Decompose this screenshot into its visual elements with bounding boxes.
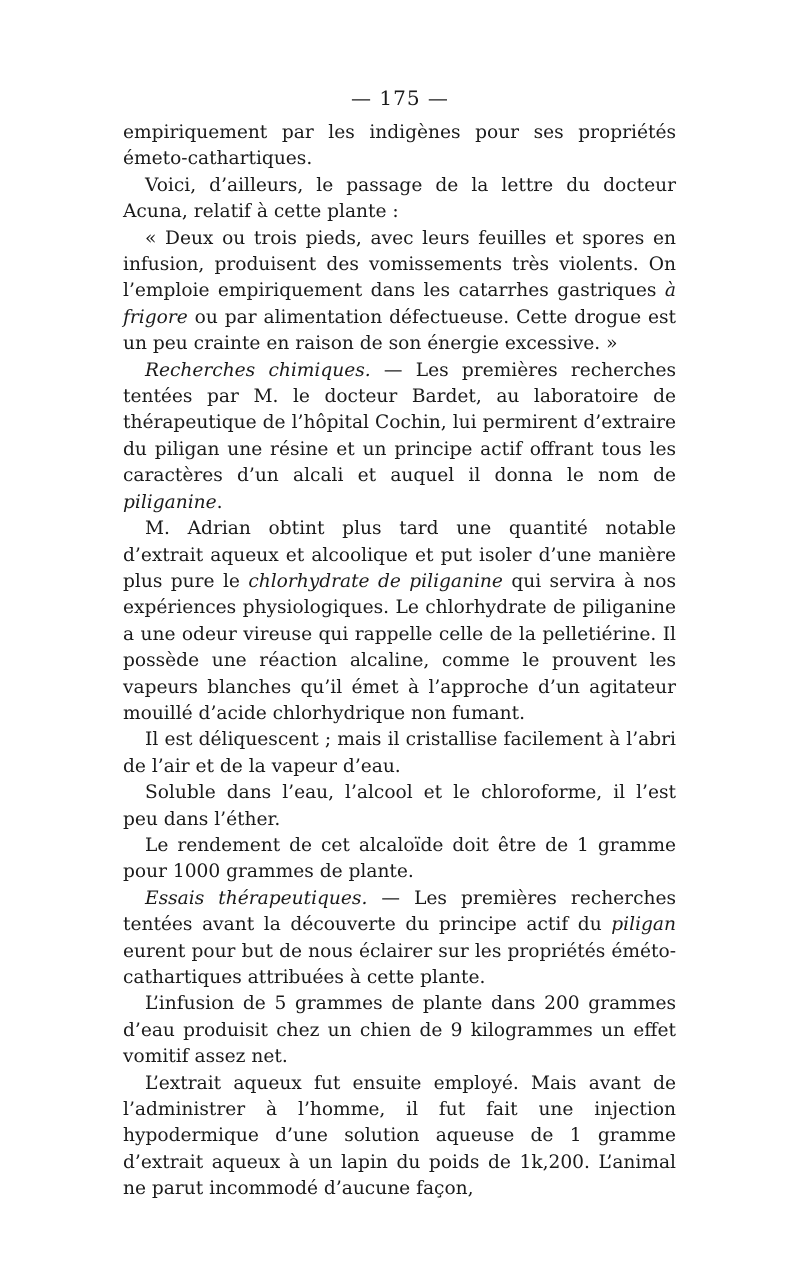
text-run: . bbox=[216, 491, 223, 513]
text-run: L’infusion de 5 grammes de plante dans 200 grammes d’eau produisit chez un chien de 9 kilogrammes un effet vomitif assez net. bbox=[123, 993, 676, 1068]
paragraph bbox=[123, 120, 676, 173]
text-run: Voici, d’ailleurs, le passage de la lettre du docteur Acuna, relatif à cette plante : bbox=[123, 174, 676, 223]
italic-text: chlorhydrate de piliganine bbox=[248, 570, 503, 592]
text-run: L’extrait aqueux fut ensuite employé. Mais avant de l’administrer à l’homme, il fut fait une injection hypodermique d’une solution aqueuse de 1 gramme d’extrait aqueux à un lapin du poids de 1k,200. L’animal ne parut incommodé d’aucune façon, bbox=[123, 1072, 676, 1200]
paragraph bbox=[123, 886, 676, 992]
italic-text: piliganine bbox=[123, 491, 217, 513]
page-number: — 175 — bbox=[351, 86, 449, 110]
text-run: empiriquement par les indigènes pour ses propriétés émeto-cathartiques. bbox=[123, 122, 676, 170]
paragraph bbox=[123, 516, 676, 727]
italic-text: Recherches chimiques. bbox=[145, 359, 371, 381]
text-run: — Les premières recherches tentées avant la découverte du principe actif du bbox=[123, 887, 677, 936]
paragraph bbox=[123, 833, 676, 886]
body-text bbox=[123, 120, 676, 1203]
italic-text: à frigore bbox=[123, 280, 676, 328]
text-run: Soluble dans l’eau, l’alcool et le chloroforme, il l’est peu dans l’éther. bbox=[123, 782, 676, 830]
text-run: ou par alimentation défectueuse. Cette drogue est un peu crainte en raison de son énergie excessive. » bbox=[123, 306, 676, 355]
text-run: Le rendement de cet alcaloïde doit être de 1 gramme pour 1000 grammes de plante. bbox=[123, 834, 676, 883]
text-run: eurent pour but de nous éclairer sur les propriétés éméto-cathartiques attribuées à cette plante. bbox=[123, 940, 676, 988]
paragraph bbox=[123, 226, 676, 358]
text-run: — Les premières recherches tentées par M. le docteur Bardet, au laboratoire de thérapeutique de l’hôpital Cochin, lui permirent d’extraire du piligan une résine et un principe actif offrant tous les caractères d’un alcali et auquel il donna le nom de bbox=[123, 359, 676, 487]
paragraph bbox=[123, 780, 676, 833]
paragraph bbox=[123, 727, 676, 780]
text-run: « Deux ou trois pieds, avec leurs feuilles et spores en infusion, produisent des vomissements très violents. On l’emploie empiriquement dans les catarrhes gastriques bbox=[123, 227, 676, 302]
italic-text: Essais thérapeutiques. bbox=[145, 887, 368, 909]
paragraph bbox=[123, 991, 676, 1070]
italic-text: piligan bbox=[611, 914, 676, 936]
text-run: qui servira à nos expériences physiologiques. Le chlorhydrate de piliganine a une odeur vireuse qui rappelle celle de la pelletiérine. Il possède une réaction alcaline, comme le prouvent les vapeurs blanches qu’il émet à l’approche d’un agitateur mouillé d’acide chlorhydrique non fumant. bbox=[123, 570, 677, 724]
text-run: M. Adrian obtint plus tard une quantité notable d’extrait aqueux et alcoolique et put isoler d’une manière plus pure le bbox=[123, 518, 676, 592]
paragraph bbox=[123, 1071, 676, 1203]
text-run: Il est déliquescent ; mais il cristallise facilement à l’abri de l’air et de la vapeur d’eau. bbox=[123, 729, 676, 777]
paragraph bbox=[123, 173, 676, 226]
paragraph bbox=[123, 358, 676, 516]
